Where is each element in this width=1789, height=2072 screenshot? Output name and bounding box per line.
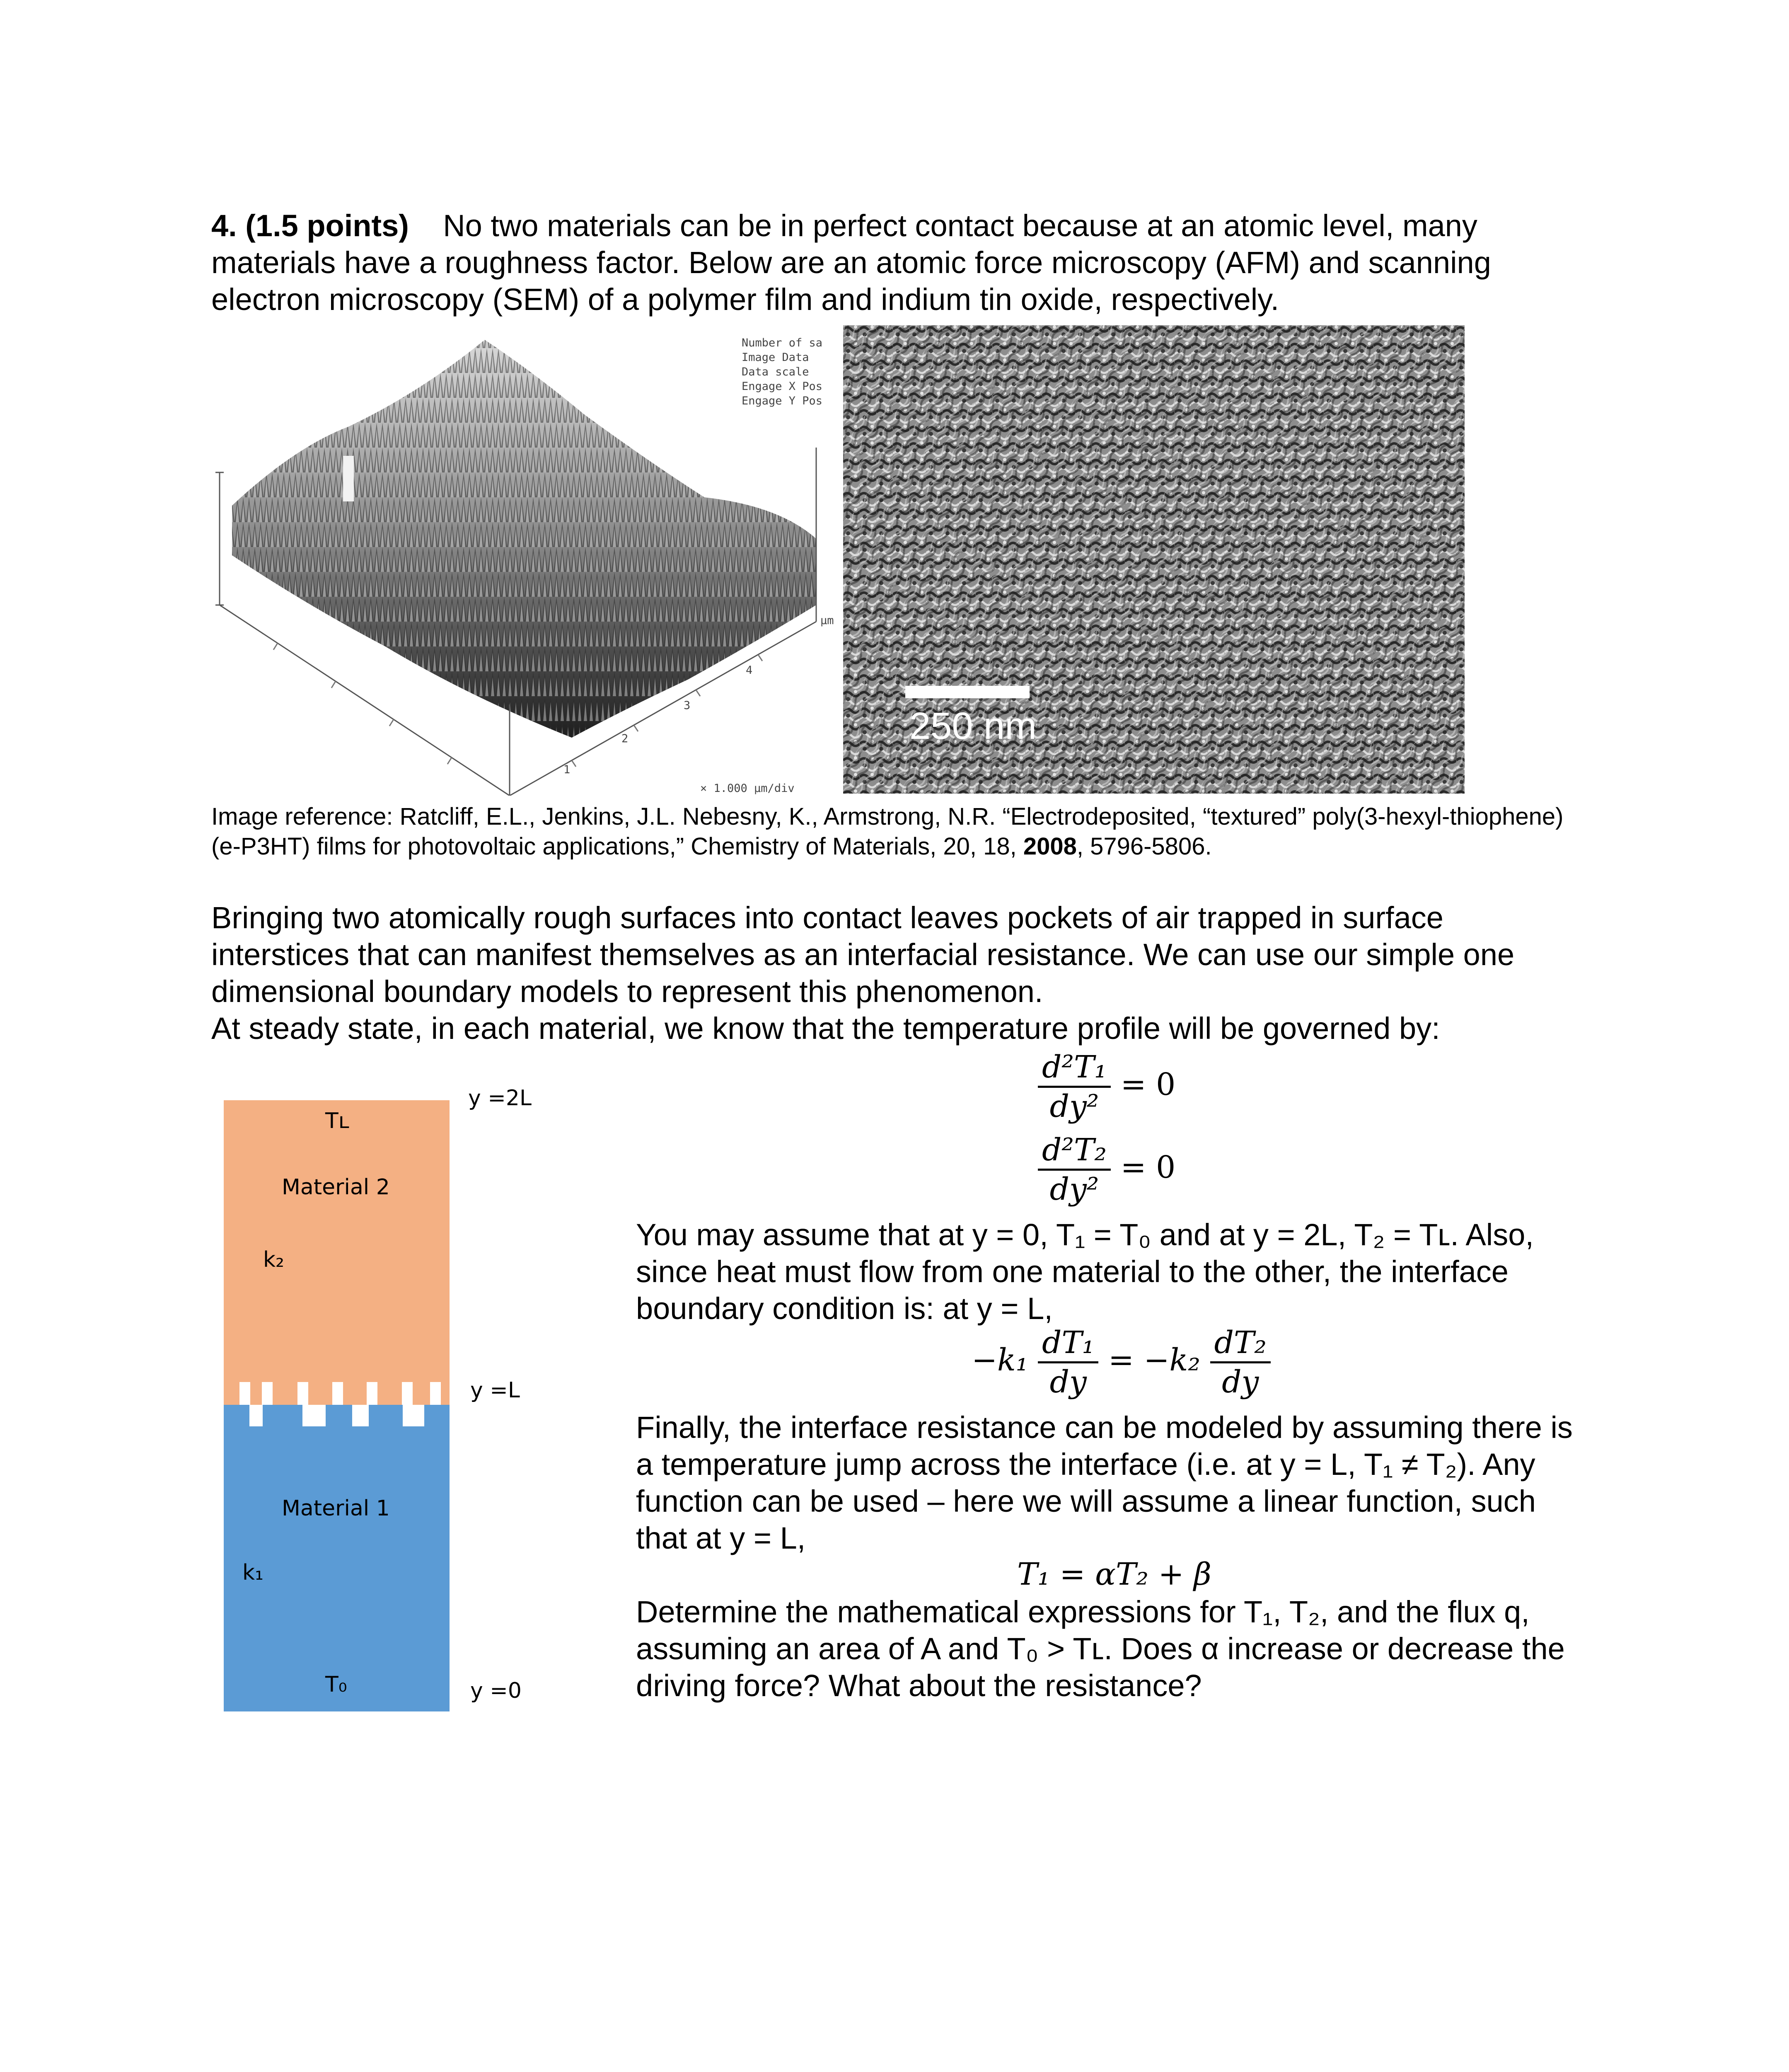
label-T0: T₀ [325,1672,347,1697]
flux-lhs-fraction [1038,1324,1098,1401]
label-k1: k₁ [242,1560,264,1585]
afm-axis-tick: 2 [621,732,629,745]
afm-info-line: Engage X Pos [742,380,823,393]
equation-2-fraction [1038,1131,1111,1208]
flux-mid: = −k₂ [1108,1342,1201,1378]
flux-rhs-numerator: dT₂ [1210,1324,1271,1363]
flux-rhs-denominator: dy [1222,1364,1259,1400]
linear-jump-equation: T₁ = αT₂ + β [1017,1556,1211,1592]
label-material-1: Material 1 [282,1496,390,1521]
equation-2 [1038,1131,1175,1208]
sem-image [843,325,1465,794]
afm-axis-unit: µm [820,614,834,627]
body-text [211,899,1587,1047]
equation-1-numerator: d²T₁ [1038,1048,1111,1088]
image-reference [211,802,1587,862]
afm-info-line: Number of sa [742,336,823,349]
flux-lhs-denominator: dy [1049,1364,1087,1400]
reference-pages: , 5796-5806. [1076,833,1212,860]
afm-info-line: Engage Y Pos [742,395,823,407]
problem-number: 4. (1.5 points) [211,208,409,243]
equation-1-denominator: dy² [1049,1089,1099,1124]
body-paragraph: Bringing two atomically rough surfaces into contact leaves pockets of air trapped in surface interstices that can manifest themselves as an interfacial resistance. We can use our simple one dimensional boundary models to represent this phenomenon. [211,900,1515,1009]
equation-1 [1038,1048,1175,1125]
afm-image [211,323,845,796]
label-y-0: y =0 [470,1678,522,1703]
reference-year: 2008 [1023,833,1077,860]
equation-1-fraction [1038,1048,1111,1125]
label-k2: k₂ [263,1247,284,1272]
reference-text: Image reference: Ratcliff, E.L., Jenkins, J.L. Nebesny, K., Armstrong, N.R. “Electrodeposited, “textured” poly(3-hexyl-thiophene) (e-P3HT) films for photovoltaic applications,” Chemistry of Materials, 20, 18, [211,803,1564,860]
temperature-jump-text: Finally, the interface resistance can be modeled by assuming there is a temperature jump across the interface (i.e. at y = L, T₁ ≠ T₂). Any function can be used – here we will assume a linear function, such that at y = L, [636,1410,1573,1555]
flux-lhs-numerator: dT₁ [1038,1324,1098,1363]
afm-axis-tick: 1 [563,763,571,776]
body-paragraph: At steady state, in each material, we know that the temperature profile will be governed by: [211,1011,1440,1046]
afm-info-line: Data scale [742,366,809,378]
label-material-2: Material 2 [282,1175,390,1200]
afm-info-box [742,336,822,408]
equation-2-numerator: d²T₂ [1038,1131,1111,1171]
afm-scale-text: × 1.000 µm/div [700,782,795,795]
boundary-conditions-text: You may assume that at y = 0, T₁ = T₀ and at y = 2L, T₂ = Tʟ. Also, since heat must flow from one material to the other, the interface boundary condition is: at y = L, [636,1218,1534,1326]
afm-info-line: Image Data [742,351,809,364]
sem-scale-label: 250 nm [909,705,1037,747]
material-diagram [224,1100,452,1711]
equation-2-rhs: = 0 [1120,1149,1176,1185]
problem-intro-text: No two materials can be in perfect contact because at an atomic level, many materials have a roughness factor. Below are an atomic force microscopy (AFM) and scanning electron microscopy (SEM) of a polymer film and indium tin oxide, respectively. [211,208,1491,317]
label-TL: Tʟ [325,1109,350,1133]
afm-axis-tick: 3 [684,699,691,712]
label-y-2L: y =2L [468,1086,532,1111]
label-y-L: y =L [470,1378,520,1403]
flux-lhs-coef: −k₁ [972,1342,1028,1378]
equation-1-rhs: = 0 [1120,1066,1176,1102]
equation-2-denominator: dy² [1049,1172,1099,1207]
flux-rhs-fraction [1210,1324,1271,1401]
interface-flux-equation [972,1324,1271,1401]
problem-intro [211,207,1587,318]
afm-axis-tick: 4 [746,664,753,677]
question-text: Determine the mathematical expressions for T₁, T₂, and the flux q, assuming an area of A and T₀ > Tʟ. Does α increase or decrease the driving force? What about the resistance? [636,1595,1565,1703]
